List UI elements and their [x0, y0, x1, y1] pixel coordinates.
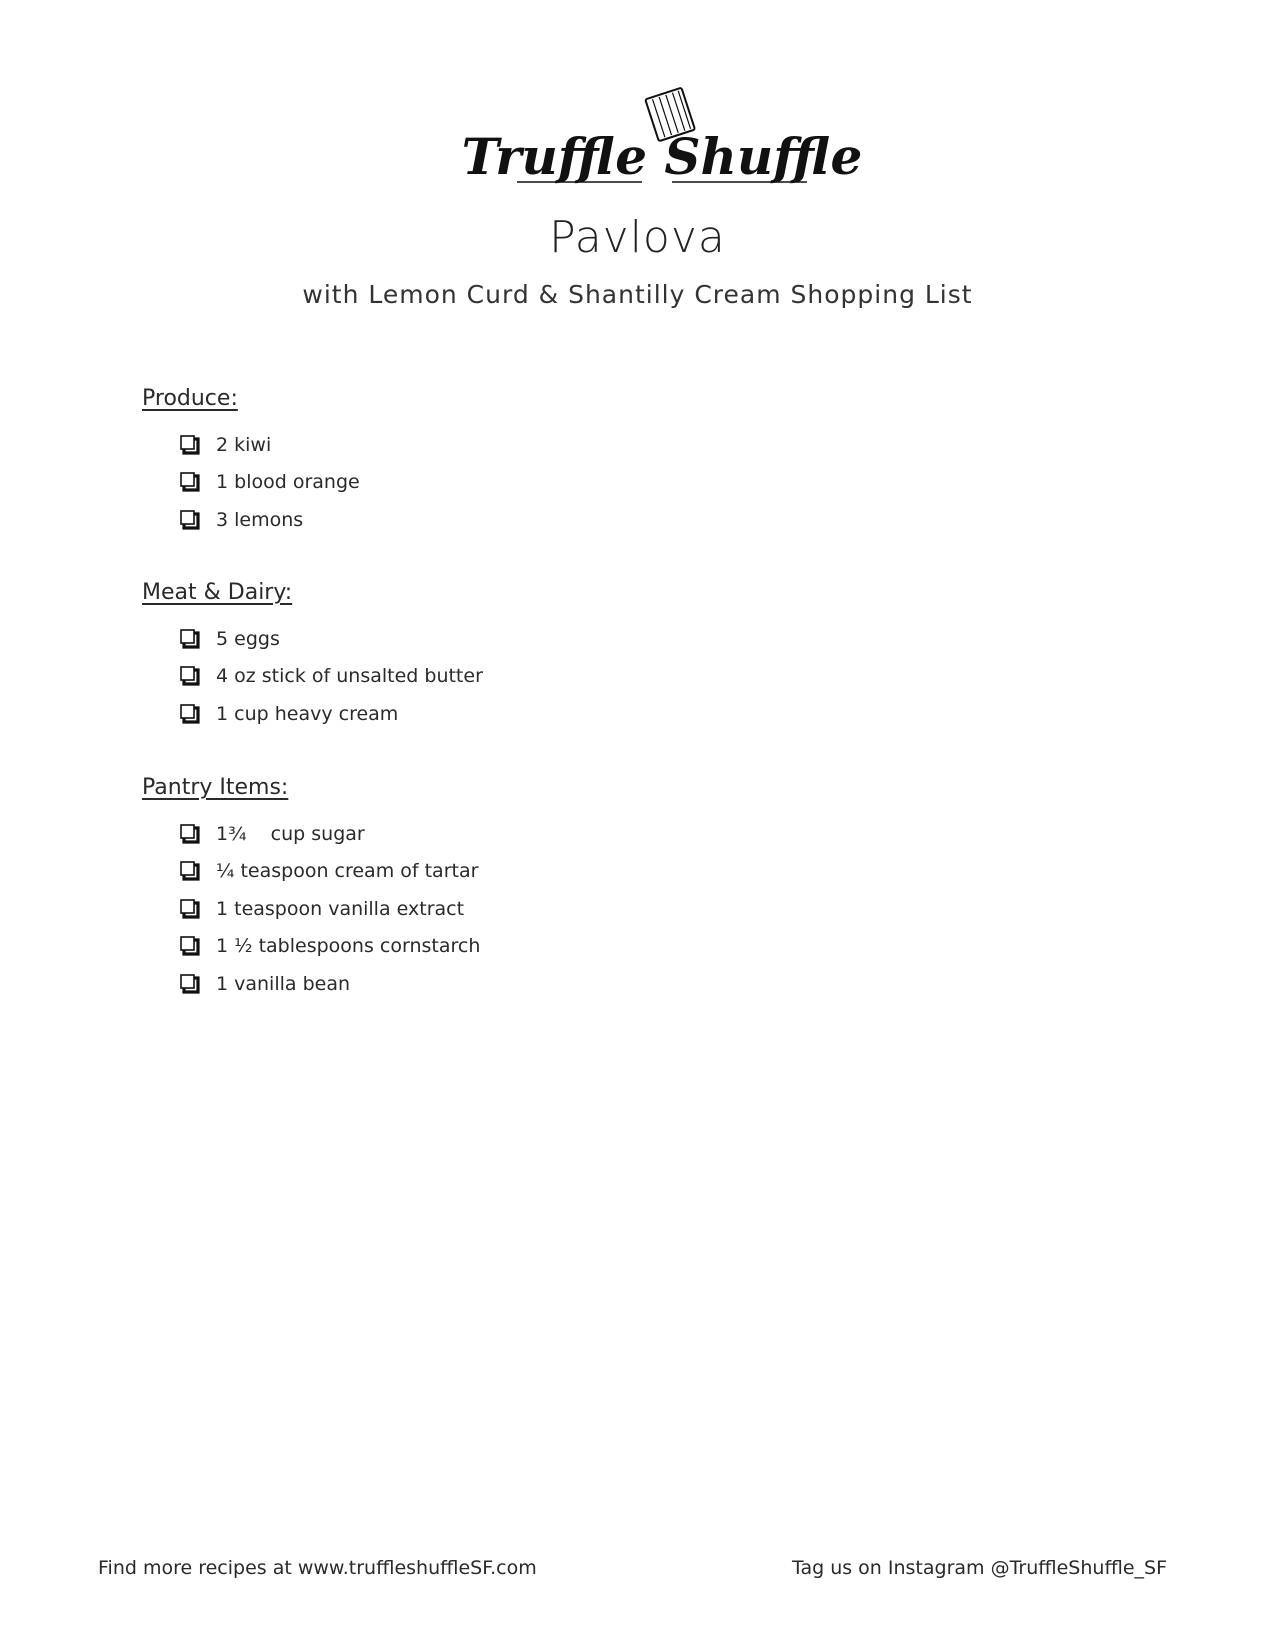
list-item[interactable] [142, 426, 360, 464]
list-item[interactable] [142, 853, 480, 891]
checkbox-icon[interactable] [180, 472, 200, 492]
item-label: 4 oz stick of unsalted butter [216, 665, 483, 688]
item-label: 1 vanilla bean [216, 972, 351, 995]
section-pantry [142, 775, 480, 1003]
section-produce [142, 386, 360, 539]
list-item[interactable] [142, 658, 483, 696]
item-label: 2 kiwi [216, 433, 272, 456]
item-label: 1 ½ tablespoons cornstarch [216, 935, 481, 958]
page-title: Pavlova [549, 212, 726, 263]
list-item[interactable] [142, 815, 480, 853]
item-label: ¼ teaspoon cream of tartar [216, 860, 479, 883]
item-label: 1 teaspoon vanilla extract [216, 897, 465, 920]
checkbox-icon[interactable] [180, 629, 200, 649]
checkbox-icon[interactable] [180, 435, 200, 455]
logo-wordmark: Truffle Shuffle [461, 127, 863, 186]
section-heading: Meat & Dairy: [142, 580, 293, 605]
checkbox-icon[interactable] [180, 936, 200, 956]
section-heading: Pantry Items: [142, 775, 289, 800]
checkbox-icon[interactable] [180, 704, 200, 724]
item-label: 1¾ cup sugar [216, 822, 365, 845]
list-item[interactable] [142, 890, 480, 928]
list-item[interactable] [142, 501, 360, 539]
list-item[interactable] [142, 695, 483, 733]
item-label: 1 blood orange [216, 471, 360, 494]
footer-website: Find more recipes at www.truffleshuffleSF.com [98, 1557, 537, 1579]
item-label: 1 cup heavy cream [216, 702, 399, 725]
list-item[interactable] [142, 928, 480, 966]
item-label: 3 lemons [216, 508, 304, 531]
list-item[interactable] [142, 464, 360, 502]
list-item[interactable] [142, 965, 480, 1003]
checkbox-icon[interactable] [180, 666, 200, 686]
list-item[interactable] [142, 620, 483, 658]
brand-logo [461, 90, 863, 200]
item-label: 5 eggs [216, 627, 280, 650]
checkbox-icon[interactable] [180, 899, 200, 919]
page-subtitle: with Lemon Curd & Shantilly Cream Shopping List [302, 280, 973, 309]
checkbox-icon[interactable] [180, 824, 200, 844]
checkbox-icon[interactable] [180, 861, 200, 881]
footer-instagram: Tag us on Instagram @TruffleShuffle_SF [791, 1557, 1167, 1579]
section-heading: Produce: [142, 386, 238, 411]
section-meat-dairy [142, 580, 483, 733]
checkbox-icon[interactable] [180, 974, 200, 994]
checkbox-icon[interactable] [180, 510, 200, 530]
